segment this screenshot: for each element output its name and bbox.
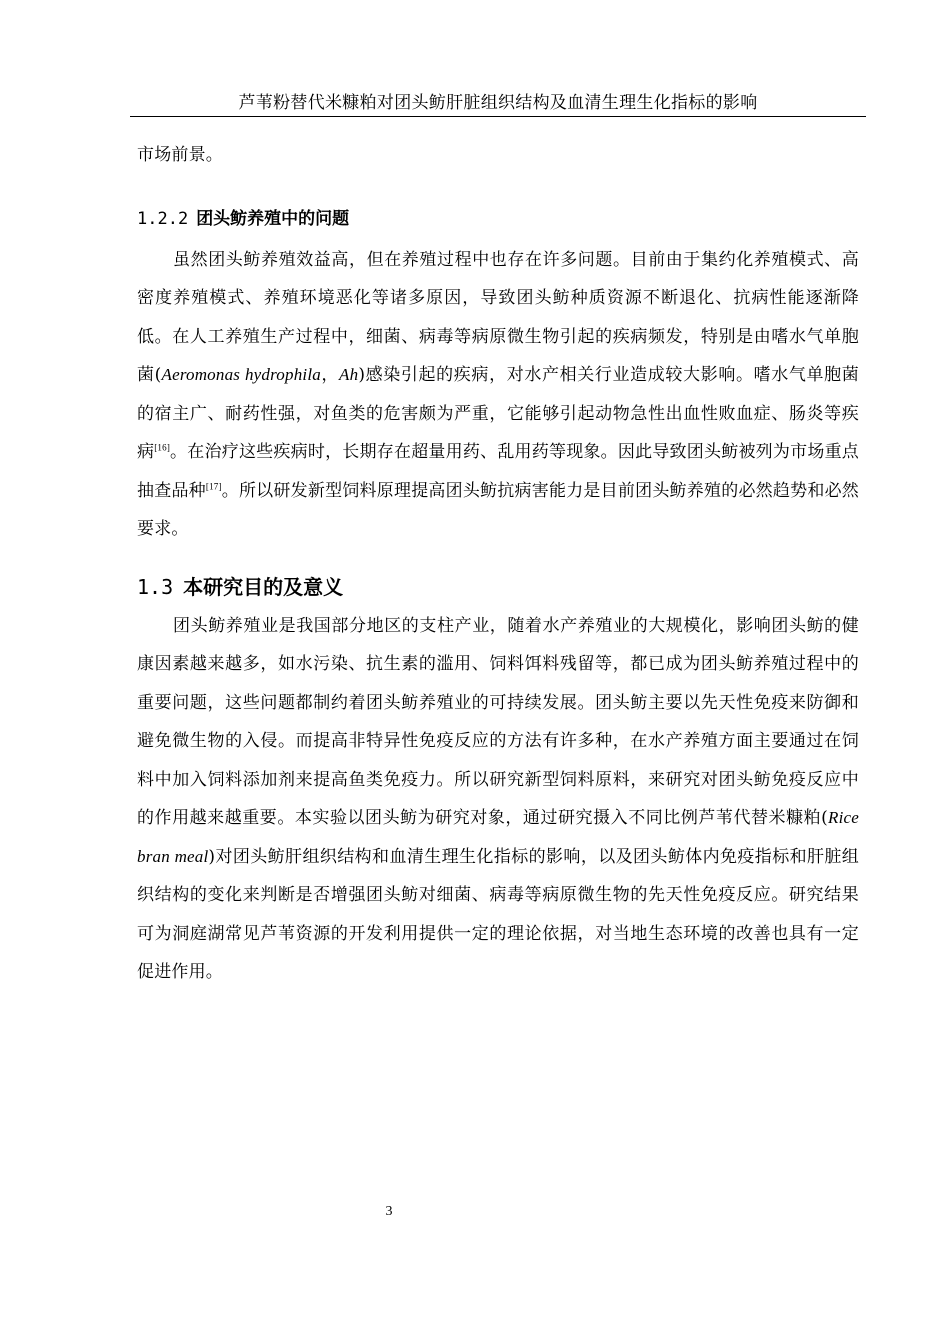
section-heading-1-2-2 <box>137 205 859 233</box>
paragraph-research-purpose <box>137 607 859 992</box>
species-abbreviation: Ah <box>339 365 359 384</box>
paragraph-text: ， <box>320 365 340 385</box>
paragraph-text: 团头鲂养殖业是我国部分地区的支柱产业，随着水产养殖业的大规模化，影响团头鲂的健康因素越来越多，如水污染、抗生素的滥用、饲料饵料残留等，都已成为团头鲂养殖过程中的重要问题，这些问题都制约着团头鲂养殖业的可持续发展。团头鲂主要以先天性免疫来防御和避免微生物的入侵。而提高非特异性免疫反应的方法有许多种，在水产养殖方面主要通过在饲料中加入饲料添加剂来提高鱼类免疫力。所以研究新型饲料原料，来研究对团头鲂免疫反应中的作用越来越重要。本实验以团头鲂为研究对象，通过研究摄入不同比例芦苇代替米糠粕( <box>137 615 859 828</box>
species-name: Aeromonas hydrophila <box>161 365 321 384</box>
continuation-paragraph: 市场前景。 <box>137 145 223 165</box>
latin-term: Rice bran meal <box>137 808 859 866</box>
section-title: 团头鲂养殖中的问题 <box>196 208 350 229</box>
page-body <box>137 136 859 992</box>
paragraph-text: 虽然团头鲂养殖效益高，但在养殖过程中也存在许多问题。目前由于集约化养殖模式、高密度养殖模式、养殖环境恶化等诸多原因，导致团头鲂种质资源不断退化、抗病性能逐渐降低。在人工养殖生产过程中，细菌、病毒等病原微生物引起的疾病频发，特别是由嗜水气单胞菌( <box>137 249 859 385</box>
page-number: 3 <box>385 1204 393 1219</box>
paragraph-text: 。在治疗这些疾病时，长期存在超量用药、乱用药等现象。因此导致团头鲂被列为市场重点抽查品种 <box>137 442 860 501</box>
paragraph-text: )对团头鲂肝组织结构和血清生理生化指标的影响，以及团头鲂体内免疫指标和肝脏组织结构的变化来判断是否增强团头鲂对细菌、病毒等病原微生物的先天性免疫反应。研究结果可为洞庭湖常见芦苇资源的开发利用提供一定的理论依据，对当地生态环境的改善也具有一定促进作用。 <box>137 846 860 982</box>
section-number: 1.3 <box>137 574 174 599</box>
section-number: 1.2.2 <box>137 208 189 229</box>
citation-17: [17] <box>205 480 222 491</box>
running-header-title: 芦苇粉替代米糠粕对团头鲂肝脏组织结构及血清生理生化指标的影响 <box>238 93 758 113</box>
running-header <box>130 92 866 117</box>
paragraph-text: )感染引起的疾病，对水产相关行业造成较大影响。嗜水气单胞菌的宿主广、耐药性强，对鱼类的危害颇为严重，它能够引起动物急性出血性败血症、肠炎等疾病 <box>137 365 859 462</box>
section-heading-1-3 <box>137 569 859 605</box>
citation-16: [16] <box>154 442 171 453</box>
paragraph-aquaculture-problems <box>137 241 859 549</box>
paragraph-text: 。所以研发新型饲料原理提高团头鲂抗病害能力是目前团头鲂养殖的必然趋势和必然要求。 <box>137 480 859 539</box>
section-title: 本研究目的及意义 <box>183 574 344 599</box>
